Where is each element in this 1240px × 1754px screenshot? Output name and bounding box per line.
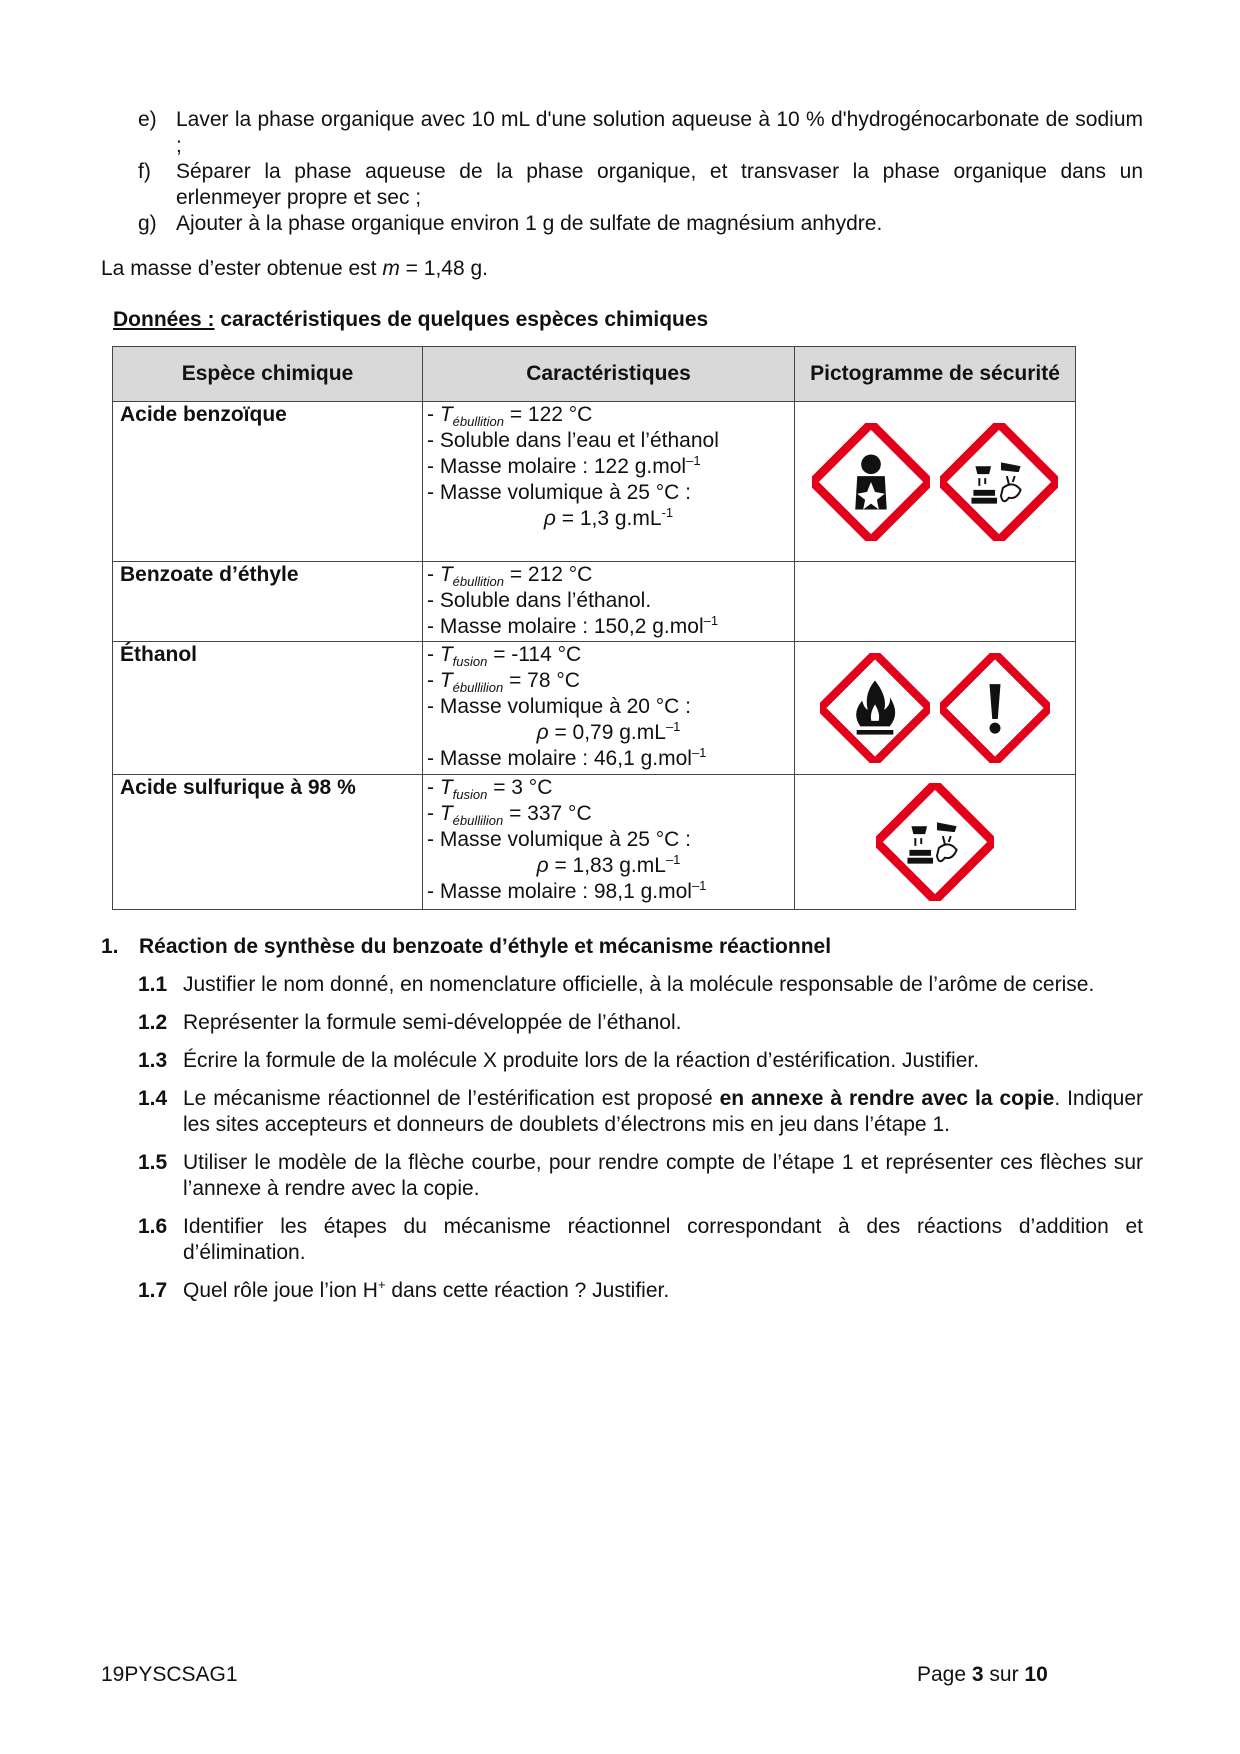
page-number: Page 3 sur 10 <box>917 1663 1048 1686</box>
question-item: 1.4 Le mécanisme réactionnel de l’estérification est proposé en annexe à rendre avec la copie. Indiquer les sites accepteurs et donneurs de doublets d’électrons mis en jeu dans l’étape 1. <box>138 1087 1143 1136</box>
question-item: 1.6 Identifier les étapes du mécanisme réactionnel correspondant à des réactions d’addition et d’élimination. <box>138 1215 1143 1264</box>
table-row <box>113 562 1076 642</box>
chemical-data-table <box>112 346 1076 910</box>
step-label: g) <box>138 212 157 235</box>
pictogram-cell <box>795 562 1076 642</box>
step-label: f) <box>138 160 151 183</box>
health-hazard-icon <box>812 423 930 541</box>
corrosive-icon <box>940 423 1058 541</box>
question-item: 1.7 Quel rôle joue l’ion H+ dans cette réaction ? Justifier. <box>138 1277 670 1302</box>
pictogram-cell <box>795 775 1076 910</box>
question-item: 1.2 Représenter la formule semi-développée de l’éthanol. <box>138 1011 682 1034</box>
step-f <box>138 159 1143 211</box>
header-characteristics: Caractéristiques <box>423 347 795 402</box>
step-text: Ajouter à la phase organique environ 1 g de sulfate de magnésium anhydre. <box>176 212 883 235</box>
question-item: 1.5 Utiliser le modèle de la flèche courbe, pour rendre compte de l’étape 1 et représenter ces flèches sur l’annexe à rendre avec la copie. <box>138 1151 1143 1200</box>
header-pictogram: Pictogramme de sécurité <box>795 347 1076 402</box>
pictogram-cell <box>795 402 1076 562</box>
step-label: e) <box>138 108 157 131</box>
ester-mass-sentence: La masse d’ester obtenue est m = 1,48 g. <box>101 257 488 280</box>
characteristics: - $T_{ébullition} = 212$ °C - Soluble dans l’éthanol. - Masse molaire : 150,2 g.mol$^{-1}$ <box>423 562 795 642</box>
table-row <box>113 402 1076 562</box>
species-name: Éthanol <box>113 642 423 775</box>
flammable-icon <box>820 653 930 763</box>
header-species: Espèce chimique <box>113 347 423 402</box>
table-header-row <box>113 347 1076 402</box>
table-row <box>113 775 1076 910</box>
step-g <box>138 211 1143 237</box>
characteristics: - $T_{ébullition} = 122$ °C - Soluble dans l’eau et l’éthanol - Masse molaire : 122 g.mol$^{-1}$ - Masse volumique à 25 °C : ρ = 1,3 $g.mL^{-1}$ <box>423 402 795 562</box>
questions-list <box>138 972 1143 1316</box>
procedure-steps <box>138 107 1143 237</box>
species-name: Acide benzoïque <box>113 402 423 562</box>
pictogram-cell <box>795 642 1076 775</box>
question-item: 1.3 Écrire la formule de la molécule X produite lors de la réaction d’estérification. Justifier. <box>138 1049 980 1072</box>
species-name: Benzoate d’éthyle <box>113 562 423 642</box>
exclamation-icon <box>940 653 1050 763</box>
table-row <box>113 642 1076 775</box>
characteristics: - $T_{fusion} = 3$ °C - $T_{ébullilion} = 337$ °C - Masse volumique à 25 °C : ρ = 1,83 $g.mL^{-1}$ - Masse molaire : 98,1 g.mol$^{-1}$ <box>423 775 795 910</box>
question-item: 1.1 Justifier le nom donné, en nomenclature officielle, à la molécule responsable de l’arôme de cerise. <box>138 973 1095 996</box>
data-heading: Données : caractéristiques de quelques espèces chimiques <box>113 308 709 331</box>
species-name: Acide sulfurique à 98 % <box>113 775 423 910</box>
section-title: 1. Réaction de synthèse du benzoate d’éthyle et mécanisme réactionnel <box>101 935 832 958</box>
document-code: 19PYSCSAG1 <box>101 1663 238 1686</box>
step-text: Séparer la phase aqueuse de la phase organique, et transvaser la phase organique dans un erlenmeyer propre et sec ; <box>176 160 1143 209</box>
corrosive-icon <box>876 783 994 901</box>
characteristics: - $T_{fusion} = -114$ °C - $T_{ébullilion} = 78$ °C - Masse volumique à 20 °C : ρ = 0,79 $g.mL^{-1}$ - Masse molaire : 46,1 g.mol$^{-1}$ <box>423 642 795 775</box>
step-text: Laver la phase organique avec 10 mL d'une solution aqueuse à 10 % d'hydrogénocarbonate de sodium ; <box>176 108 1143 157</box>
step-e <box>138 107 1143 159</box>
